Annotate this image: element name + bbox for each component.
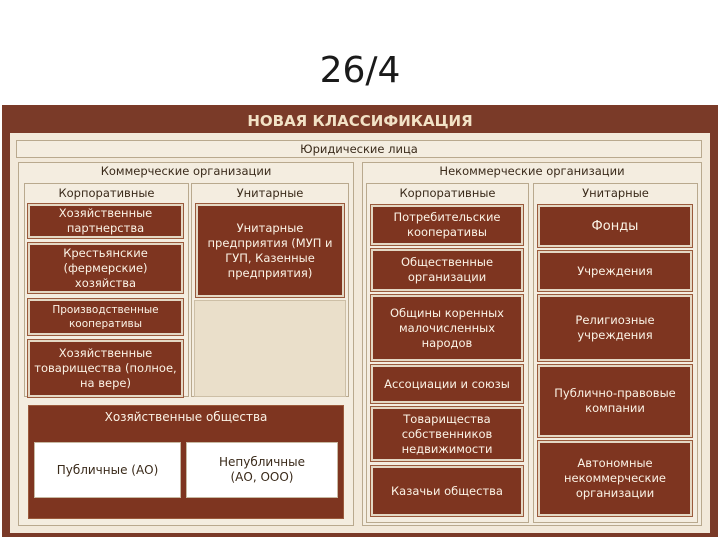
org-type-box: Публично-правовые компании <box>538 365 692 437</box>
org-type-box: Общественные организации <box>371 249 523 291</box>
org-type-box: Общины коренных малочисленных народов <box>371 295 523 361</box>
noncommercial-label: Некоммерческие организации <box>439 164 625 178</box>
org-type-box: Публичные (АО) <box>34 442 181 498</box>
org-type-box: Потребительские кооперативы <box>371 205 523 245</box>
org-type-box: Автономные некоммерческие организации <box>538 441 692 516</box>
commercial-unitary-label: Унитарные <box>236 186 304 200</box>
commercial-corporate-label: Корпоративные <box>58 186 155 200</box>
org-type-box: Производственные кооперативы <box>28 299 183 335</box>
classification-title: НОВАЯ КЛАССИФИКАЦИЯ <box>247 112 473 130</box>
slide-title: 26/4 <box>319 50 401 91</box>
org-type-box: Хозяйственные товарищества (полное, на вере) <box>28 340 183 397</box>
org-type-box: Ассоциации и союзы <box>371 365 523 403</box>
commercial-label: Коммерческие организации <box>100 164 272 178</box>
business-companies-label: Хозяйственные общества <box>104 410 268 424</box>
org-type-box: Непубличные (АО, ООО) <box>186 442 338 498</box>
org-type-box: Хозяйственные партнерства <box>28 204 183 238</box>
noncommercial-corporate-label: Корпоративные <box>399 186 496 200</box>
noncommercial-unitary-label: Унитарные <box>582 186 649 200</box>
org-type-box: Религиозные учреждения <box>538 295 692 361</box>
org-type-box: Фонды <box>538 205 692 247</box>
empty-area <box>194 300 346 397</box>
org-type-box: Товарищества собственников недвижимости <box>371 407 523 461</box>
legal-entities-label: Юридические лица <box>300 142 418 156</box>
org-type-box: Казачьи общества <box>371 466 523 516</box>
org-type-box: Унитарные предприятия (МУП и ГУП, Казенные предприятия) <box>196 204 344 297</box>
org-type-box: Крестьянские (фермерские) хозяйства <box>28 243 183 293</box>
org-type-box: Учреждения <box>538 251 692 291</box>
